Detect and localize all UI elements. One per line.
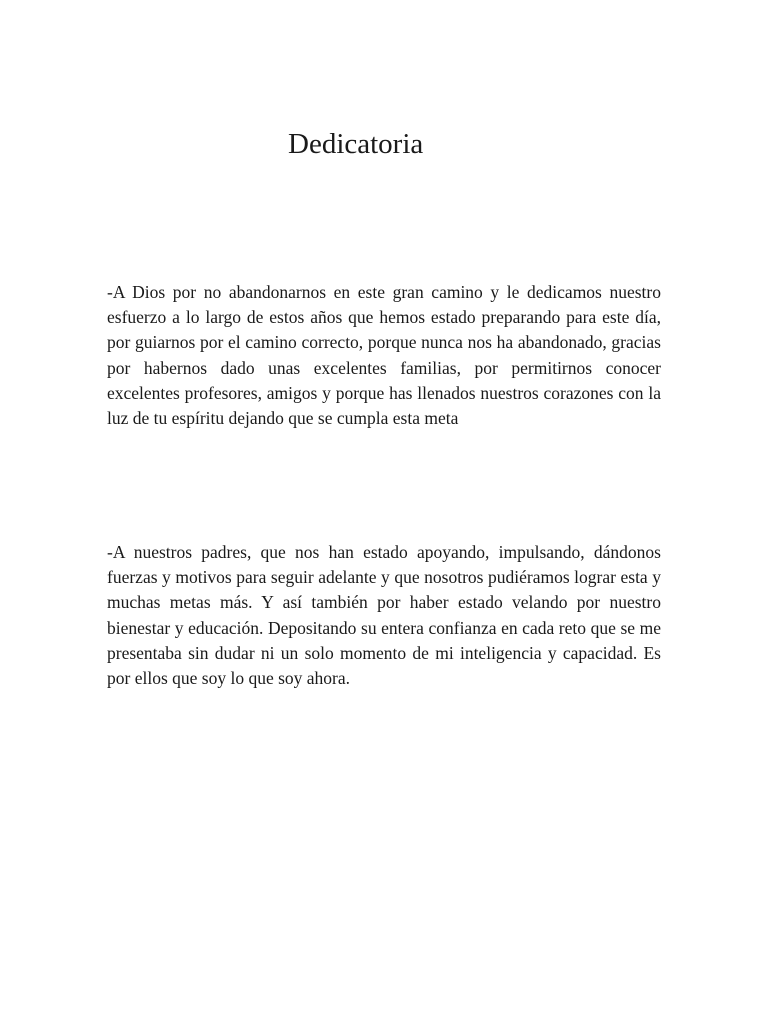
dedication-paragraph-parents: -A nuestros padres, que nos han estado apoyando, impulsando, dándonos fuerzas y motivos para seguir adelante y que nosotros pudiéramos lograr esta y muchas metas más. Y así también por haber estado velando por nuestro bienestar y educación. Depositando su entera confianza en cada reto que se me presentaba sin dudar ni un solo momento de mi inteligencia y capacidad. Es por ellos que soy lo que soy ahora. xyxy=(107,542,661,689)
page-title: Dedicatoria xyxy=(288,128,424,160)
dedication-paragraph-god: -A Dios por no abandonarnos en este gran camino y le dedicamos nuestro esfuerzo a lo largo de estos años que hemos estado preparando para este día, por guiarnos por el camino correcto, porque nunca nos ha abandonado, gracias por habernos dado unas excelentes familias, por permitirnos conocer excelentes profesores, amigos y porque has llenados nuestros corazones con la luz de tu espíritu dejando que se cumpla esta meta xyxy=(107,282,661,429)
